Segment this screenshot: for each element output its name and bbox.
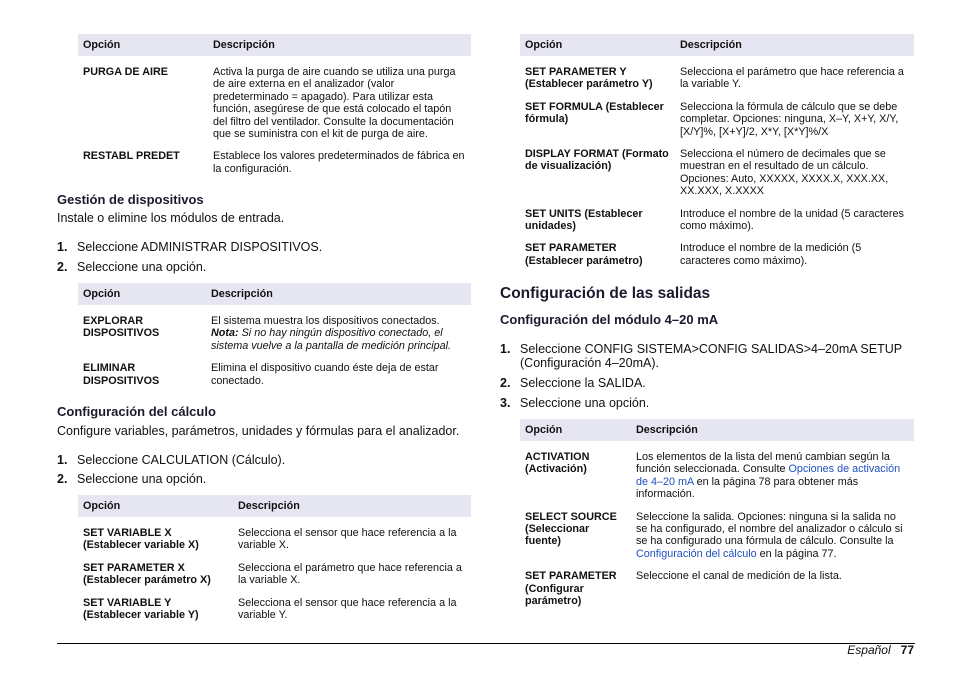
page-footer (847, 643, 914, 657)
options-table-4-20ma (520, 419, 914, 607)
option-name: RESTABL PREDET (83, 150, 180, 163)
header-option: Opción (78, 283, 206, 305)
options-table-calculation (78, 495, 471, 621)
option-name: PURGA DE AIRE (83, 66, 168, 78)
table-row (520, 208, 914, 233)
option-name: EXPLORAR DISPOSITIVOS (83, 315, 160, 340)
table-row (520, 570, 914, 607)
step-text: Seleccione ADMINISTRAR DISPOSITIVOS. (77, 240, 323, 254)
step-number: 3. (500, 396, 511, 410)
table-row (520, 242, 914, 267)
table-row (520, 101, 914, 138)
option-description: Selecciona la fórmula de cálculo que se debe completar. Opciones: ninguna, X–Y, X+Y, X/Y, [X/Y]%, [X+Y]/2, X*Y, [X*Y]%/X (680, 100, 899, 138)
table-row (78, 315, 471, 352)
table-row (78, 150, 471, 175)
option-description: Introduce el nombre de la medición (5 caracteres como máximo). (680, 242, 862, 267)
calculation-config-link[interactable]: Configuración del cálculo (636, 547, 757, 560)
section-heading-calculation: Configuración del cálculo (57, 404, 216, 419)
description-text: Seleccione la salida. Opciones: ninguna si la salida no se ha configurado, el nombre del analizador o cálculo si se ha configurado una fórmula de cálculo. Consulte la (636, 510, 903, 548)
option-name: SET PARAMETER (Configurar parámetro) (525, 570, 617, 608)
header-description: Descripción (206, 283, 471, 305)
activation-options-link[interactable]: Opciones de activación de 4–20 mA (636, 463, 901, 488)
note-label: Nota: (211, 327, 239, 340)
header-option: Opción (520, 34, 675, 56)
table-row (520, 66, 914, 91)
options-table-system (78, 34, 471, 175)
option-description: Selecciona el sensor que hace referencia a la variable Y. (238, 596, 457, 622)
step-number: 1. (57, 240, 68, 254)
option-description: Selecciona el parámetro que hace referencia a la variable X. (238, 561, 462, 587)
table-row (520, 511, 914, 561)
step-number: 1. (57, 453, 68, 467)
option-description: Introduce el nombre de la unidad (5 caracteres como máximo). (680, 207, 904, 233)
step-text: Seleccione CONFIG SISTEMA>CONFIG SALIDAS>4–20mA SETUP (Configuración 4–20mA). (520, 342, 902, 370)
option-description: Elimina el dispositivo cuando éste deja de estar conectado. (211, 362, 439, 387)
step-number: 2. (57, 260, 68, 274)
header-description: Descripción (208, 34, 471, 56)
table-header (520, 419, 914, 441)
step-number: 2. (57, 472, 68, 486)
option-description: Establece los valores predeterminados de fábrica en la configuración. (213, 150, 465, 175)
option-name: SET VARIABLE Y (Establecer variable Y) (83, 596, 199, 622)
option-description: Activa la purga de aire cuando se utiliza una purga de aire externa en el analizador (valor predeterminado = apagado). Para utilizar esta función, asegúrese de que está colocado el tapón del filtro del ventilador. Consulte la documentación que se suministra con el kit de purga de aire. (213, 66, 456, 141)
step-number: 1. (500, 342, 511, 356)
header-option: Opción (78, 495, 233, 517)
footer-language: Español (847, 643, 891, 657)
table-header (78, 283, 471, 305)
table-row (78, 362, 471, 387)
step-number: 2. (500, 376, 511, 390)
option-name: ACTIVATION (Activación) (525, 451, 590, 476)
options-table-devices (78, 283, 471, 387)
page-number: 77 (900, 643, 914, 657)
option-description: Selecciona el sensor que hace referencia a la variable X. (238, 527, 457, 552)
table-header (78, 495, 471, 517)
header-option: Opción (520, 419, 631, 441)
option-description: Selecciona el número de decimales que se muestran en el resultado de un cálculo. Opciones: Auto, XXXXX, XXXX.X, XXX.XX, XX.XXX, X.XXXX (680, 148, 889, 198)
step-text: Seleccione una opción. (77, 260, 207, 274)
subsection-heading-4-20ma: Configuración del módulo 4–20 mA (500, 312, 719, 327)
footer-rule (57, 643, 915, 644)
option-name: SELECT SOURCE (Seleccionar fuente) (525, 510, 617, 548)
step-text: Seleccione una opción. (77, 472, 207, 486)
description-text: Los elementos de la lista del menú cambian según la función seleccionada. Consulte (636, 451, 890, 476)
table-header (78, 34, 471, 56)
section-heading-outputs: Configuración de las salidas (500, 285, 711, 302)
option-description: Selecciona el parámetro que hace referencia a la variable Y. (680, 66, 904, 91)
option-description (631, 451, 914, 501)
option-description: Seleccione el canal de medición de la lista. (636, 570, 842, 583)
option-name: ELIMINAR DISPOSITIVOS (83, 362, 160, 387)
step-text: Seleccione CALCULATION (Cálculo). (77, 453, 286, 467)
option-name: SET PARAMETER Y (Establecer parámetro Y) (525, 66, 653, 91)
section-heading-devices: Gestión de dispositivos (57, 192, 204, 207)
option-description (631, 511, 914, 561)
option-name: SET UNITS (Establecer unidades) (525, 207, 643, 233)
options-table-calculation-cont (520, 34, 914, 267)
table-header (520, 34, 914, 56)
table-row (78, 66, 471, 140)
note-text: Si no hay ningún dispositivo conectado, el sistema vuelve a la pantalla de medición principal. (211, 327, 452, 352)
option-name: DISPLAY FORMAT (Formato de visualización) (525, 148, 669, 173)
header-description: Descripción (631, 419, 914, 441)
header-description: Descripción (233, 495, 471, 517)
table-row (520, 451, 914, 501)
option-name: SET VARIABLE X (Establecer variable X) (83, 527, 199, 552)
option-name: SET PARAMETER X (Establecer parámetro X) (83, 561, 211, 587)
description-text: en la página 77. (756, 547, 837, 560)
step-text: Seleccione una opción. (520, 396, 650, 410)
header-option: Opción (78, 34, 208, 56)
header-description: Descripción (675, 34, 914, 56)
option-name: SET FORMULA (Establecer fórmula) (525, 100, 664, 126)
option-description (206, 315, 471, 352)
table-row (78, 527, 471, 552)
description-text: en la página 78 para obtener más información. (636, 475, 859, 501)
calculation-intro: Configure variables, parámetros, unidades y fórmulas para el analizador. (57, 424, 460, 438)
table-row (78, 597, 471, 622)
table-row (520, 148, 914, 198)
description-text: El sistema muestra los dispositivos conectados. (211, 315, 440, 327)
step-text: Seleccione la SALIDA. (520, 376, 646, 390)
option-name: SET PARAMETER (Establecer parámetro) (525, 242, 643, 267)
devices-intro: Instale o elimine los módulos de entrada. (57, 211, 285, 225)
table-row (78, 562, 471, 587)
